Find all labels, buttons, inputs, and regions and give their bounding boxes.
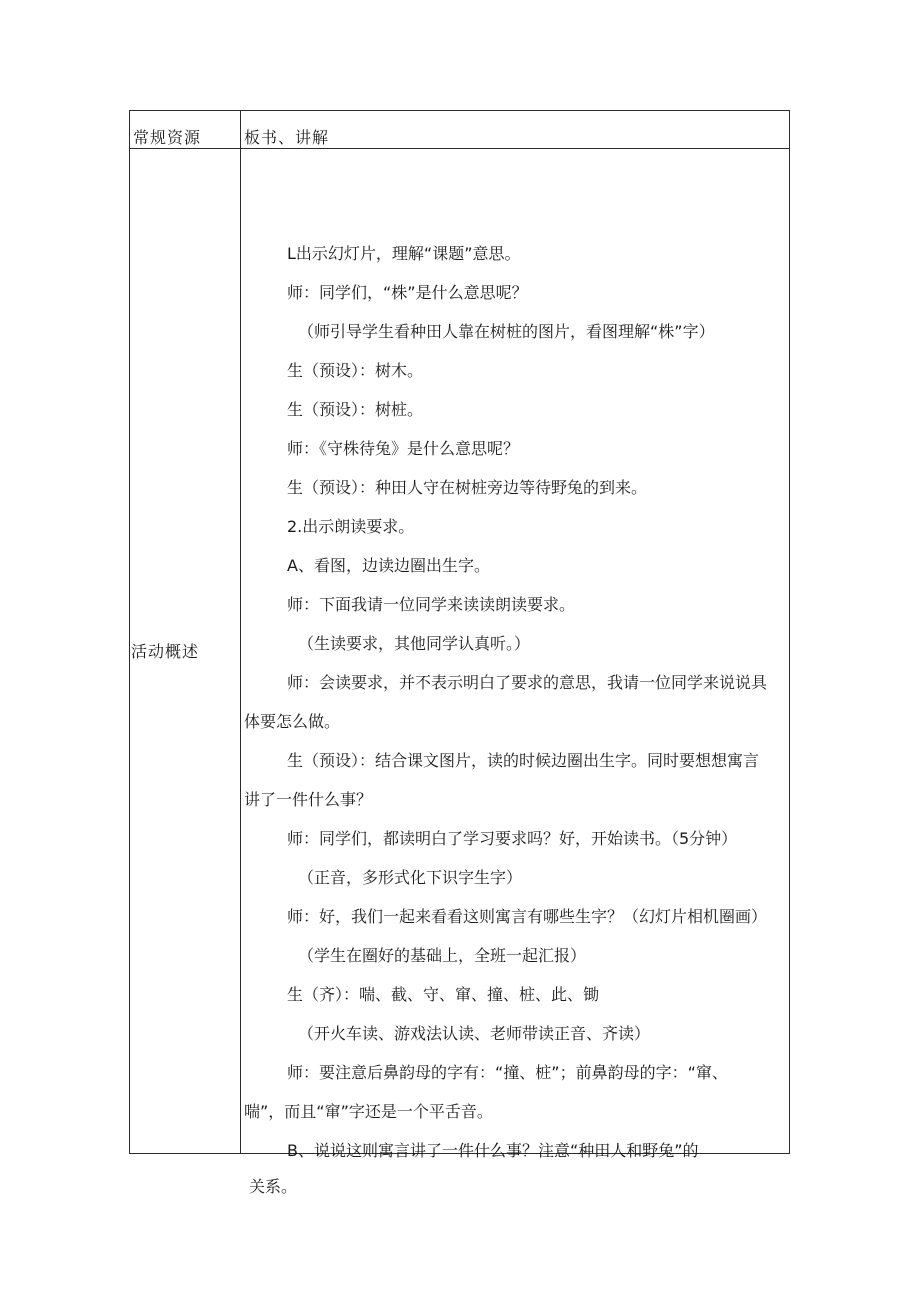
activity-line: 师：会读要求，并不表示明白了要求的意思，我请一位同学来说说具 xyxy=(287,673,768,692)
activity-line: 师：同学们，都读明白了学习要求吗？好，开始读书。（5分钟） xyxy=(287,829,738,848)
activity-line: 讲了一件什么事？ xyxy=(244,790,373,809)
activity-line: 体要怎么做。 xyxy=(244,712,341,731)
activity-line: 生（预设）：树桩。 xyxy=(287,400,424,419)
activity-line: B、说说这则寓言讲了一件什么事？注意“种田人和野兔”的 xyxy=(287,1141,699,1160)
activity-line: 喘”，而且“窜”字还是一个平舌音。 xyxy=(244,1102,493,1121)
row-label-resources: 常规资源 xyxy=(133,128,202,147)
activity-line: （学生在圈好的基础上，全班一起汇报） xyxy=(298,946,587,965)
table-row-divider xyxy=(129,148,790,149)
activity-line: 生（预设）：结合课文图片，读的时候边圈出生字。同时要想想寓言 xyxy=(287,751,760,770)
continuation-text: 关系。 xyxy=(249,1177,298,1196)
activity-line: 师：下面我请一位同学来读读朗读要求。 xyxy=(287,595,576,614)
activity-line: 师：好，我们一起来看看这则寓言有哪些生字？（幻灯片相机圈画） xyxy=(287,907,768,926)
activity-line: 生（预设）：种田人守在树桩旁边等待野兔的到来。 xyxy=(287,478,648,497)
activity-line: A、看图，边读边圈出生字。 xyxy=(287,556,490,575)
activity-line: 师：要注意后鼻韵母的字有：“撞、桩”；前鼻韵母的字：“窜、 xyxy=(287,1063,728,1082)
activity-line: （正音，多形式化下识字生字） xyxy=(298,868,523,887)
activity-line: 师：《守株待兔》是什么意思呢？ xyxy=(287,439,520,458)
table-column-divider xyxy=(240,110,241,1154)
activity-line: 2.出示朗读要求。 xyxy=(287,517,415,536)
row-value-resources: 板书、讲解 xyxy=(244,128,330,147)
activity-line: （生读要求，其他同学认真听。） xyxy=(298,634,531,653)
activity-line: （开火车读、游戏法认读、老师带读正音、齐读） xyxy=(298,1024,651,1043)
activity-line: 师：同学们，“株”是什么意思呢？ xyxy=(287,283,528,302)
activity-line: 生（齐）：喘、截、守、窜、撞、桩、此、锄 xyxy=(287,985,600,1004)
activity-line: L出示幻灯片，理解“课题”意思。 xyxy=(287,244,521,263)
row-label-activity: 活动概述 xyxy=(131,642,200,661)
activity-line: （师引导学生看种田人靠在树桩的图片，看图理解“株”字） xyxy=(298,322,715,341)
activity-line: 生（预设）：树木。 xyxy=(287,361,424,380)
